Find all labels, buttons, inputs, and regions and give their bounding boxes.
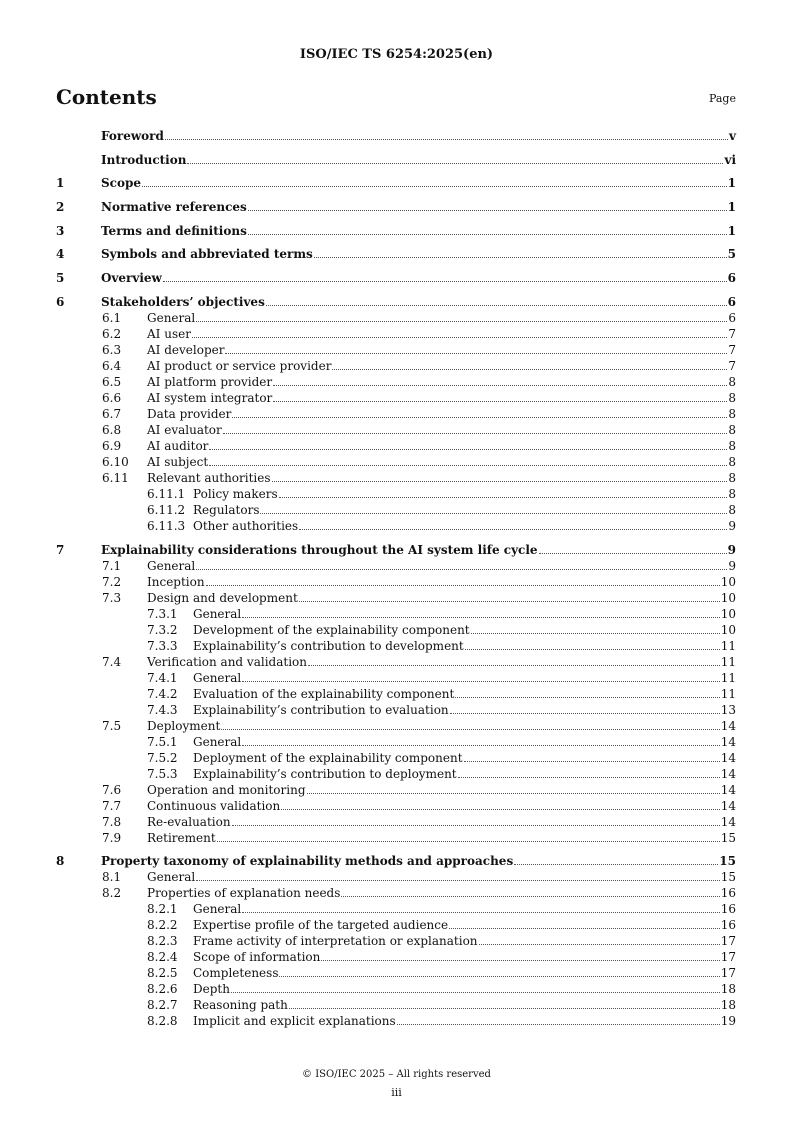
toc-dot-leader (232, 825, 720, 826)
toc-entry[interactable] (56, 223, 736, 239)
toc-entry[interactable] (56, 542, 736, 558)
toc-entry-title: Explainability’s contribution to deployment (193, 766, 457, 781)
toc-entry-title: General (193, 734, 242, 749)
toc-dot-leader (248, 234, 727, 235)
toc-entry[interactable] (56, 294, 736, 310)
toc-entry-title: General (147, 558, 196, 573)
toc-entry-title: AI auditor (147, 438, 209, 453)
toc-entry[interactable] (56, 358, 736, 374)
page-title: Contents (56, 85, 157, 109)
toc-dot-leader (514, 864, 718, 865)
toc-entry-title: AI platform provider (147, 374, 273, 389)
toc-entry-title: Depth (193, 982, 230, 997)
toc-entry-page: v (729, 129, 736, 143)
toc-entry-page: 11 (720, 654, 736, 669)
toc-entry-page: 8 (728, 438, 736, 453)
toc-entry-page: 10 (720, 574, 736, 589)
toc-entry-number: 8.2.4 (147, 950, 178, 965)
toc-entry-title: Terms and definitions (101, 223, 247, 238)
toc-entry-number: 8 (56, 854, 65, 869)
toc-entry[interactable] (56, 718, 736, 734)
toc-dot-leader (281, 809, 719, 810)
toc-entry[interactable] (56, 965, 736, 981)
toc-dot-leader (196, 321, 727, 322)
toc-entry-page: 14 (720, 782, 736, 797)
footer-copyright: © ISO/IEC 2025 – All rights reserved (302, 1069, 491, 1080)
toc-entry-number: 6.7 (102, 406, 122, 421)
toc-entry-page: 17 (720, 950, 736, 965)
toc-entry-title: Completeness (193, 966, 279, 981)
toc-entry-title: Verification and validation (147, 654, 307, 669)
toc-entry-page: 1 (727, 176, 736, 191)
toc-entry-title: Stakeholders’ objectives (101, 294, 265, 309)
toc-entry-title: Development of the explainability component (193, 622, 470, 637)
toc-dot-leader (458, 777, 720, 778)
toc-entry-page: 14 (720, 814, 736, 829)
toc-entry-title: Inception (147, 574, 205, 589)
toc-dot-leader (242, 617, 719, 618)
toc-entry-title: Properties of explanation needs (147, 886, 341, 901)
toc-entry[interactable] (56, 422, 736, 438)
toc-entry-number: 6.1 (102, 310, 122, 325)
toc-entry-page: 8 (728, 470, 736, 485)
toc-entry-page: 8 (728, 406, 736, 421)
toc-entry-number: 7.5.2 (147, 750, 178, 765)
toc-entry-page: 14 (720, 798, 736, 813)
toc-entry-page: 8 (728, 422, 736, 437)
toc-dot-leader (225, 353, 727, 354)
toc-entry[interactable] (56, 590, 736, 606)
toc-dot-leader (449, 928, 720, 929)
toc-entry-page: 10 (720, 590, 736, 605)
toc-entry-page: 8 (728, 374, 736, 389)
toc-entry-number: 7.9 (102, 830, 122, 845)
toc-dot-leader (321, 960, 719, 961)
toc-entry-title: Explainability considerations throughout the AI system life cycle (101, 542, 538, 557)
toc-dot-leader (299, 601, 720, 602)
toc-entry-page: 6 (727, 294, 736, 309)
toc-dot-leader (307, 793, 720, 794)
toc-entry-page: 10 (720, 622, 736, 637)
toc-entry-page: 16 (720, 902, 736, 917)
toc-entry-number: 7.3.1 (147, 606, 178, 621)
toc-entry[interactable] (56, 638, 736, 654)
toc-entry[interactable] (56, 342, 736, 358)
toc-entry-number: 6.11 (102, 470, 129, 485)
toc-entry-page: vi (724, 152, 736, 167)
toc-entry-page: 8 (728, 390, 736, 405)
toc-entry-number: 6.5 (102, 374, 122, 389)
toc-entry-number: 6 (56, 294, 65, 309)
toc-entry[interactable] (56, 390, 736, 406)
toc-entry-page: 17 (720, 966, 736, 981)
toc-entry-page: 7 (728, 358, 736, 373)
toc-entry-number: 6.6 (102, 390, 122, 405)
toc-entry[interactable] (56, 853, 736, 869)
toc-entry-number: 7.5 (102, 718, 122, 733)
toc-entry-number: 8.2.1 (147, 902, 178, 917)
toc-entry-title: AI system integrator (147, 390, 273, 405)
toc-entry-title: Re-evaluation (147, 814, 231, 829)
toc-entry-page: 9 (728, 558, 736, 573)
toc-entry-page: 8 (728, 486, 736, 501)
toc-dot-leader (273, 385, 727, 386)
toc-entry[interactable] (56, 917, 736, 933)
toc-dot-leader (465, 649, 720, 650)
toc-dot-leader (397, 1024, 720, 1025)
toc-entry-page: 16 (720, 918, 736, 933)
table-of-contents (56, 128, 736, 1029)
toc-entry[interactable] (56, 406, 736, 422)
toc-entry[interactable] (56, 246, 736, 262)
toc-entry-number: 1 (56, 176, 65, 191)
toc-entry[interactable] (56, 175, 736, 191)
toc-dot-leader (279, 976, 719, 977)
toc-entry-page: 15 (720, 870, 736, 885)
toc-entry-number: 3 (56, 223, 65, 238)
toc-entry-page: 1 (727, 200, 736, 215)
toc-entry-title: Overview (101, 271, 162, 286)
toc-entry-number: 6.11.1 (147, 486, 186, 501)
toc-entry-number: 8.2.6 (147, 982, 178, 997)
toc-entry-number: 7.1 (102, 558, 122, 573)
toc-entry-title: Policy makers (193, 486, 278, 501)
toc-entry[interactable] (56, 622, 736, 638)
toc-entry-title: General (147, 310, 196, 325)
toc-entry[interactable] (56, 750, 736, 766)
toc-entry-title: Design and development (147, 590, 298, 605)
toc-entry[interactable] (56, 949, 736, 965)
toc-dot-leader (242, 681, 719, 682)
toc-entry-title: AI evaluator (147, 422, 222, 437)
toc-entry-title: Foreword (101, 129, 164, 143)
toc-dot-leader (341, 896, 719, 897)
toc-dot-leader (260, 513, 727, 514)
toc-entry[interactable] (56, 518, 736, 534)
toc-entry[interactable] (56, 782, 736, 798)
toc-entry[interactable] (56, 981, 736, 997)
toc-entry-title: Scope of information (193, 950, 321, 965)
toc-entry-title: Data provider (147, 406, 232, 421)
toc-dot-leader (289, 1008, 720, 1009)
toc-entry[interactable] (56, 470, 736, 486)
toc-entry-page: 18 (720, 998, 736, 1013)
toc-entry[interactable] (56, 502, 736, 518)
toc-entry-page: 16 (720, 886, 736, 901)
toc-entry-page: 13 (720, 702, 736, 717)
toc-entry[interactable] (56, 885, 736, 901)
toc-entry-number: 8.2.5 (147, 966, 178, 981)
toc-entry-number: 7.3.2 (147, 622, 178, 637)
toc-dot-leader (450, 713, 720, 714)
toc-dot-leader (248, 210, 727, 211)
toc-entry-title: AI user (147, 326, 191, 341)
toc-entry-title: Deployment (147, 718, 221, 733)
toc-entry-number: 8.2.3 (147, 934, 178, 949)
toc-entry-number: 2 (56, 200, 65, 215)
toc-entry-page: 8 (728, 454, 736, 469)
toc-dot-leader (221, 729, 719, 730)
toc-dot-leader (332, 369, 727, 370)
toc-dot-leader (209, 465, 727, 466)
toc-entry[interactable] (56, 901, 736, 917)
toc-entry-page: 9 (728, 518, 736, 533)
toc-entry-number: 6.11.3 (147, 518, 186, 533)
toc-entry-title: AI developer (147, 342, 225, 357)
toc-dot-leader (539, 553, 727, 554)
toc-entry-number: 7 (56, 542, 65, 557)
toc-entry-title: Introduction (101, 152, 187, 167)
toc-entry-number: 6.3 (102, 342, 122, 357)
toc-entry-title: Explainability’s contribution to evaluation (193, 702, 449, 717)
toc-entry-number: 6.8 (102, 422, 122, 437)
toc-entry-page: 15 (719, 854, 736, 869)
toc-entry-title: General (193, 902, 242, 917)
toc-entry-number: 8.1 (102, 870, 122, 885)
toc-entry-number: 7.8 (102, 814, 122, 829)
toc-entry-number: 6.4 (102, 358, 122, 373)
toc-dot-leader (299, 529, 727, 530)
toc-entry-title: AI product or service provider (147, 358, 332, 373)
toc-entry-title: Continuous validation (147, 798, 281, 813)
toc-entry[interactable] (56, 654, 736, 670)
toc-entry-number: 7.4.2 (147, 686, 178, 701)
toc-entry-page: 10 (720, 606, 736, 621)
toc-entry-page: 18 (720, 982, 736, 997)
toc-entry-title: AI subject (147, 454, 209, 469)
toc-entry-page: 1 (727, 223, 736, 238)
toc-entry-number: 7.4.3 (147, 702, 178, 717)
toc-entry-page: 15 (720, 830, 736, 845)
toc-entry[interactable] (56, 454, 736, 470)
toc-dot-leader (272, 481, 728, 482)
toc-dot-leader (479, 944, 720, 945)
toc-entry-number: 7.3.3 (147, 638, 178, 653)
toc-dot-leader (217, 841, 720, 842)
toc-entry-number: 6.11.2 (147, 502, 186, 517)
toc-entry-page: 17 (720, 934, 736, 949)
toc-entry[interactable] (56, 814, 736, 830)
toc-entry-number: 7.2 (102, 574, 122, 589)
toc-entry[interactable] (56, 199, 736, 215)
toc-entry-number: 8.2 (102, 886, 122, 901)
toc-dot-leader (308, 665, 720, 666)
toc-entry[interactable] (56, 326, 736, 342)
toc-entry-page: 7 (728, 342, 736, 357)
toc-dot-leader (231, 992, 720, 993)
toc-entry-title: Operation and monitoring (147, 782, 306, 797)
toc-entry[interactable] (56, 798, 736, 814)
toc-entry-title: General (193, 606, 242, 621)
toc-entry-page: 8 (728, 502, 736, 517)
toc-entry-page: 6 (728, 310, 736, 325)
toc-entry-page: 14 (720, 718, 736, 733)
toc-entry-number: 7.6 (102, 782, 122, 797)
toc-entry-number: 7.4 (102, 654, 122, 669)
toc-entry-page: 14 (720, 734, 736, 749)
toc-entry-title: Scope (101, 176, 142, 191)
toc-dot-leader (206, 585, 720, 586)
toc-entry-title: General (147, 870, 196, 885)
toc-entry[interactable] (56, 574, 736, 590)
toc-dot-leader (192, 337, 727, 338)
toc-entry-title: Relevant authorities (147, 470, 271, 485)
toc-entry[interactable] (56, 606, 736, 622)
toc-entry-page: 11 (720, 638, 736, 653)
toc-entry-number: 7.5.3 (147, 766, 178, 781)
toc-dot-leader (209, 449, 727, 450)
toc-entry[interactable] (56, 933, 736, 949)
toc-entry-title: Frame activity of interpretation or explanation (193, 934, 478, 949)
toc-dot-leader (279, 497, 728, 498)
toc-entry-page: 5 (727, 247, 736, 262)
toc-entry-number: 6.2 (102, 326, 122, 341)
toc-entry[interactable] (56, 270, 736, 286)
toc-entry-number: 7.3 (102, 590, 122, 605)
toc-entry[interactable] (56, 486, 736, 502)
toc-entry-number: 6.10 (102, 454, 129, 469)
toc-entry-page: 11 (720, 686, 736, 701)
toc-entry-title: Implicit and explicit explanations (193, 1014, 396, 1029)
toc-dot-leader (464, 761, 720, 762)
toc-dot-leader (223, 433, 728, 434)
toc-entry[interactable] (56, 128, 736, 144)
toc-dot-leader (232, 417, 727, 418)
toc-entry[interactable] (56, 997, 736, 1013)
footer-page-number: iii (391, 1086, 402, 1099)
toc-entry[interactable] (56, 438, 736, 454)
toc-entry[interactable] (56, 152, 736, 168)
toc-entry-number: 4 (56, 247, 65, 262)
toc-entry-title: Symbols and abbreviated terms (101, 247, 313, 262)
toc-entry[interactable] (56, 310, 736, 326)
toc-dot-leader (455, 697, 719, 698)
toc-entry-title: Property taxonomy of explainability methods and approaches (101, 854, 514, 869)
document-header: ISO/IEC TS 6254:2025(en) (299, 47, 494, 62)
page-column-label: Page (708, 92, 736, 105)
toc-dot-leader (187, 163, 723, 164)
toc-entry-number: 7.5.1 (147, 734, 178, 749)
toc-entry-number: 6.9 (102, 438, 122, 453)
toc-entry-title: General (193, 670, 242, 685)
toc-entry-title: Evaluation of the explainability component (193, 686, 455, 701)
toc-entry[interactable] (56, 670, 736, 686)
toc-entry-number: 8.2.7 (147, 998, 178, 1013)
toc-dot-leader (142, 186, 727, 187)
toc-entry-page: 19 (720, 1014, 736, 1029)
toc-entry-title: Regulators (193, 502, 260, 517)
toc-dot-leader (196, 569, 727, 570)
toc-entry[interactable] (56, 374, 736, 390)
toc-entry-page: 9 (727, 542, 736, 557)
toc-entry-number: 8.2.8 (147, 1014, 178, 1029)
toc-dot-leader (314, 257, 727, 258)
toc-entry-number: 7.7 (102, 798, 122, 813)
toc-entry-page: 14 (720, 750, 736, 765)
toc-entry[interactable] (56, 734, 736, 750)
toc-entry[interactable] (56, 766, 736, 782)
toc-dot-leader (471, 633, 720, 634)
toc-entry-number: 8.2.2 (147, 918, 178, 933)
toc-entry-page: 14 (720, 766, 736, 781)
toc-dot-leader (242, 745, 719, 746)
toc-entry[interactable] (56, 869, 736, 885)
toc-entry-title: Explainability’s contribution to development (193, 638, 464, 653)
toc-dot-leader (196, 880, 719, 881)
toc-entry-page: 7 (728, 326, 736, 341)
toc-entry-page: 11 (720, 670, 736, 685)
toc-entry-title: Reasoning path (193, 998, 288, 1013)
toc-entry[interactable] (56, 830, 736, 846)
toc-entry-title: Expertise profile of the targeted audience (193, 918, 449, 933)
toc-entry[interactable] (56, 1013, 736, 1029)
toc-dot-leader (163, 281, 727, 282)
toc-entry-title: Deployment of the explainability component (193, 750, 463, 765)
toc-dot-leader (266, 305, 727, 306)
toc-entry-page: 6 (727, 271, 736, 286)
toc-dot-leader (242, 912, 719, 913)
toc-dot-leader (165, 139, 728, 140)
toc-entry-number: 5 (56, 271, 65, 286)
toc-entry[interactable] (56, 558, 736, 574)
toc-entry-title: Retirement (147, 830, 216, 845)
toc-entry-title: Other authorities (193, 518, 299, 533)
toc-entry[interactable] (56, 686, 736, 702)
toc-entry-title: Normative references (101, 200, 247, 215)
toc-entry-number: 7.4.1 (147, 670, 178, 685)
toc-dot-leader (273, 401, 727, 402)
toc-entry[interactable] (56, 702, 736, 718)
